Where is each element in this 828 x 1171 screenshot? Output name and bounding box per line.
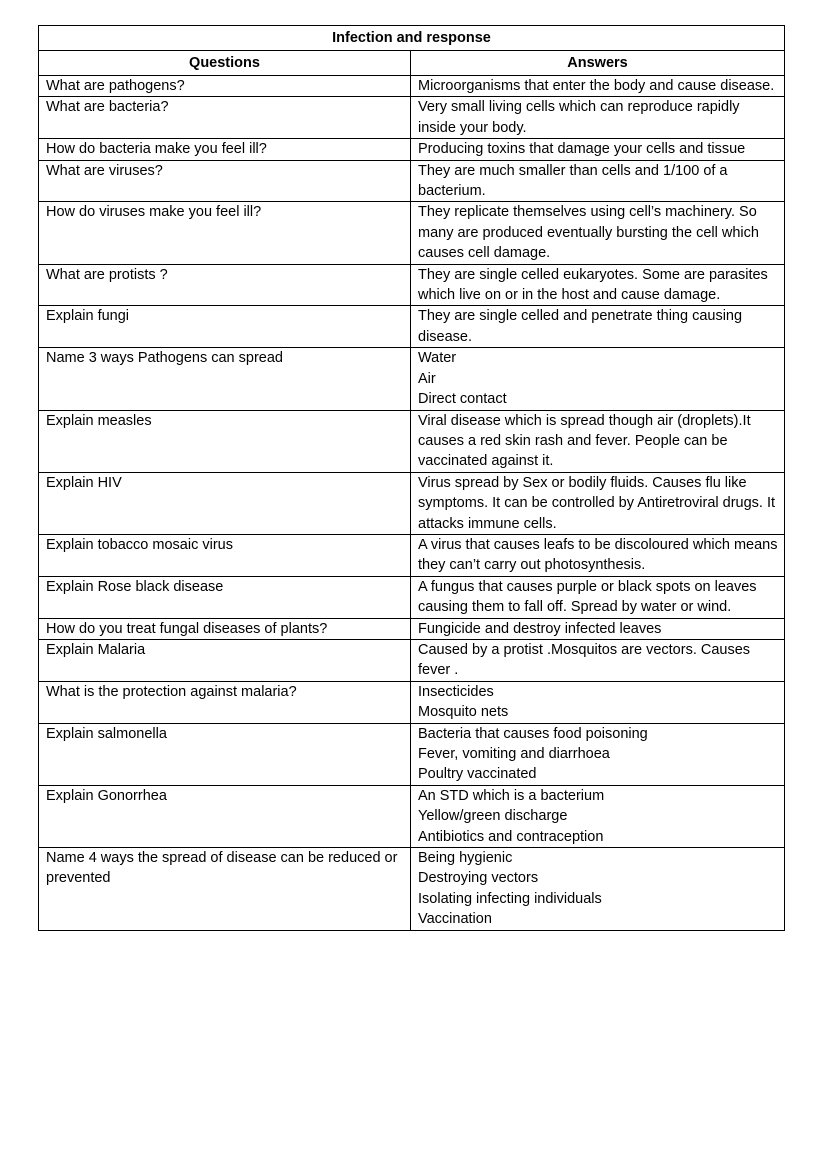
table-row xyxy=(39,410,785,472)
question-cell: Explain salmonella xyxy=(39,723,411,785)
question-cell: Explain tobacco mosaic virus xyxy=(39,534,411,576)
answer-cell xyxy=(411,202,785,264)
table-row xyxy=(39,202,785,264)
table-row xyxy=(39,306,785,348)
table-body xyxy=(39,76,785,931)
answer-cell xyxy=(411,306,785,348)
question-cell: What is the protection against malaria? xyxy=(39,681,411,723)
answer-cell xyxy=(411,139,785,160)
table-row xyxy=(39,97,785,139)
table-row xyxy=(39,76,785,97)
answer-cell xyxy=(411,264,785,306)
question-cell: Explain Rose black disease xyxy=(39,576,411,618)
question-cell: How do bacteria make you feel ill? xyxy=(39,139,411,160)
answer-cell xyxy=(411,639,785,681)
question-cell: What are viruses? xyxy=(39,160,411,202)
question-cell: Explain fungi xyxy=(39,306,411,348)
answer-line: Water xyxy=(418,350,457,367)
table-title: Infection and response xyxy=(39,26,785,51)
question-cell: Name 3 ways Pathogens can spread xyxy=(39,348,411,410)
title-row xyxy=(39,26,785,51)
qa-table xyxy=(38,25,785,931)
answer-line: They replicate themselves using cell’s machinery. So many are produced eventually bursting the cell which causes cell damage. xyxy=(418,204,759,262)
question-cell: What are bacteria? xyxy=(39,97,411,139)
question-cell: How do you treat fungal diseases of plants? xyxy=(39,618,411,639)
table-row xyxy=(39,785,785,847)
question-cell: What are protists ? xyxy=(39,264,411,306)
answer-line: Fever, vomiting and diarrhoea xyxy=(418,746,610,762)
answer-line: Viral disease which is spread though air (droplets).It causes a red skin rash and fever. People can be vaccinated against it. xyxy=(418,412,751,470)
question-cell: Explain HIV xyxy=(39,472,411,534)
answer-cell xyxy=(411,410,785,472)
answer-line: Insecticides xyxy=(418,683,494,700)
answer-line: Isolating infecting individuals xyxy=(418,890,602,907)
header-row xyxy=(39,51,785,76)
answers-header: Answers xyxy=(411,51,785,76)
answer-cell xyxy=(411,681,785,723)
answer-line: Antibiotics and contraception xyxy=(418,828,604,845)
table-row xyxy=(39,576,785,618)
question-cell: Name 4 ways the spread of disease can be reduced or prevented xyxy=(39,848,411,931)
questions-header: Questions xyxy=(39,51,411,76)
question-cell: What are pathogens? xyxy=(39,76,411,97)
answer-line: They are single celled eukaryotes. Some are parasites which live on or in the host and cause damage. xyxy=(418,266,768,304)
answer-cell xyxy=(411,76,785,97)
answer-line: A fungus that causes purple or black spots on leaves causing them to fall off. Spread by water or wind. xyxy=(418,578,757,616)
table-row xyxy=(39,723,785,785)
table-row xyxy=(39,472,785,534)
answer-line: Vaccination xyxy=(418,911,492,928)
answer-line: Virus spread by Sex or bodily fluids. Causes flu like symptoms. It can be controlled by Antiretroviral drugs. It attacks immune cells. xyxy=(418,474,776,532)
answer-cell xyxy=(411,348,785,410)
table-row xyxy=(39,639,785,681)
answer-line: Poultry vaccinated xyxy=(418,766,537,783)
answer-cell xyxy=(411,160,785,202)
answer-line: They are single celled and penetrate thing causing disease. xyxy=(418,308,743,345)
table-row xyxy=(39,618,785,639)
answer-line: Bacteria that causes food poisoning xyxy=(418,725,648,742)
answer-cell xyxy=(411,785,785,847)
question-cell: Explain measles xyxy=(39,410,411,472)
answer-line: Direct contact xyxy=(418,391,507,408)
table-row xyxy=(39,681,785,723)
answer-line: Very small living cells which can reproduce rapidly inside your body. xyxy=(418,99,740,136)
answer-line: A virus that causes leafs to be discoloured which means they can’t carry out photosynthesis. xyxy=(418,536,778,574)
answer-line: Microorganisms that enter the body and cause disease. xyxy=(418,78,775,94)
answer-line: Caused by a protist .Mosquitos are vectors. Causes fever . xyxy=(418,641,751,679)
answer-line: Producing toxins that damage your cells and tissue xyxy=(418,141,746,158)
answer-cell xyxy=(411,848,785,931)
answer-line: Air xyxy=(418,370,436,387)
table-row xyxy=(39,534,785,576)
answer-line: Mosquito nets xyxy=(418,704,509,721)
table-row xyxy=(39,348,785,410)
answer-line: Fungicide and destroy infected leaves xyxy=(418,620,662,637)
question-cell: Explain Malaria xyxy=(39,639,411,681)
answer-line: Yellow/green discharge xyxy=(418,808,568,825)
answer-line: Being hygienic xyxy=(418,850,513,867)
answer-cell xyxy=(411,723,785,785)
answer-line: An STD which is a bacterium xyxy=(418,787,605,804)
table-row xyxy=(39,160,785,202)
question-cell: Explain Gonorrhea xyxy=(39,785,411,847)
table-row xyxy=(39,848,785,931)
answer-line: Destroying vectors xyxy=(418,870,539,887)
answer-cell xyxy=(411,534,785,576)
answer-cell xyxy=(411,618,785,639)
answer-line: They are much smaller than cells and 1/100 of a bacterium. xyxy=(418,162,728,200)
table-row xyxy=(39,139,785,160)
answer-cell xyxy=(411,576,785,618)
table-row xyxy=(39,264,785,306)
answer-cell xyxy=(411,472,785,534)
answer-cell xyxy=(411,97,785,139)
question-cell: How do viruses make you feel ill? xyxy=(39,202,411,264)
